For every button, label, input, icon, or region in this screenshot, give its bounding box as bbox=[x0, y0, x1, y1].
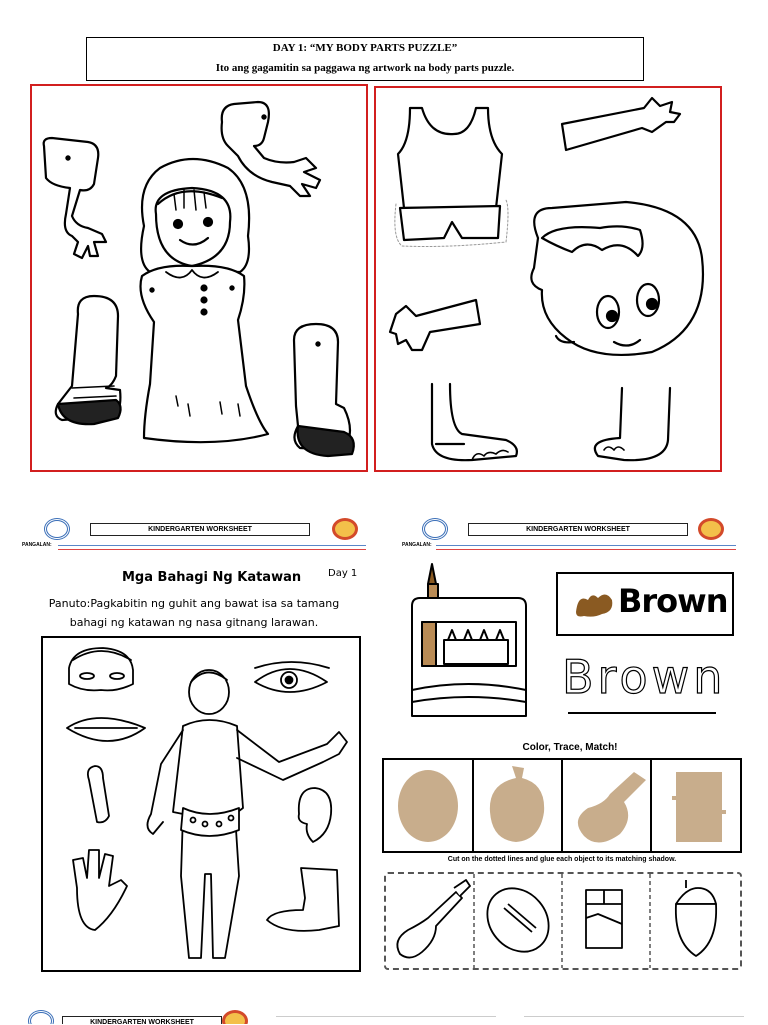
name-label: PANGALAN: bbox=[402, 542, 432, 548]
deped-seal-icon bbox=[422, 518, 448, 540]
color-word-box bbox=[556, 572, 734, 636]
deped-seal-icon bbox=[44, 518, 70, 540]
worksheet-instruction bbox=[24, 594, 364, 632]
school-logo-icon bbox=[332, 518, 358, 540]
crayon-box-illustration bbox=[408, 560, 530, 740]
cutout-objects bbox=[386, 874, 740, 968]
body-parts-frame bbox=[41, 636, 361, 972]
name-line-red bbox=[58, 549, 366, 550]
shadow-row bbox=[382, 758, 742, 853]
activity-title: Color, Trace, Match! bbox=[522, 742, 618, 753]
name-line bbox=[58, 545, 366, 546]
brown-worksheet bbox=[396, 516, 744, 976]
worksheet-banner: KINDERGARTEN WORKSHEET bbox=[90, 523, 310, 536]
boy-puzzle-illustration bbox=[376, 88, 720, 470]
instruction-line-2: bahagi ng katawan ng nasa gitnang larawan. bbox=[69, 616, 319, 629]
worksheet-banner: KINDERGARTEN WORKSHEET bbox=[468, 523, 688, 536]
color-word: Brown bbox=[618, 582, 728, 620]
day-title: DAY 1: “MY BODY PARTS PUZZLE” bbox=[272, 42, 458, 54]
body-parts-illustration bbox=[43, 638, 359, 970]
worksheet-banner: KINDERGARTEN WORKSHEET bbox=[62, 1016, 222, 1024]
boy-puzzle-panel bbox=[374, 86, 722, 472]
day-subtitle: Ito ang gagamitin sa paggawa ng artwork na body parts puzzle. bbox=[215, 62, 515, 74]
next-worksheet-strip bbox=[10, 1008, 254, 1024]
name-line-red bbox=[436, 549, 736, 550]
worksheet-day: Day 1 bbox=[328, 568, 358, 579]
shadow-shapes bbox=[384, 760, 740, 851]
girl-puzzle-panel bbox=[30, 84, 368, 472]
trace-baseline bbox=[568, 712, 716, 714]
girl-puzzle-illustration bbox=[32, 86, 366, 470]
day-header bbox=[86, 37, 644, 81]
cutout-row bbox=[384, 872, 742, 970]
school-logo-icon bbox=[222, 1010, 248, 1024]
name-line bbox=[436, 545, 736, 546]
cut-instruction: Cut on the dotted lines and glue each object to its matching shadow. bbox=[447, 856, 677, 863]
trace-word: Brown bbox=[562, 650, 727, 704]
deped-seal-icon bbox=[28, 1010, 54, 1024]
brown-swatch-icon bbox=[572, 590, 616, 620]
worksheet-title: Mga Bahagi Ng Katawan bbox=[122, 570, 302, 585]
name-label: PANGALAN: bbox=[22, 542, 52, 548]
body-parts-worksheet bbox=[14, 516, 372, 976]
instruction-line-1: Panuto:Pagkabitin ng guhit ang bawat isa sa tamang bbox=[48, 597, 340, 610]
school-logo-icon bbox=[698, 518, 724, 540]
